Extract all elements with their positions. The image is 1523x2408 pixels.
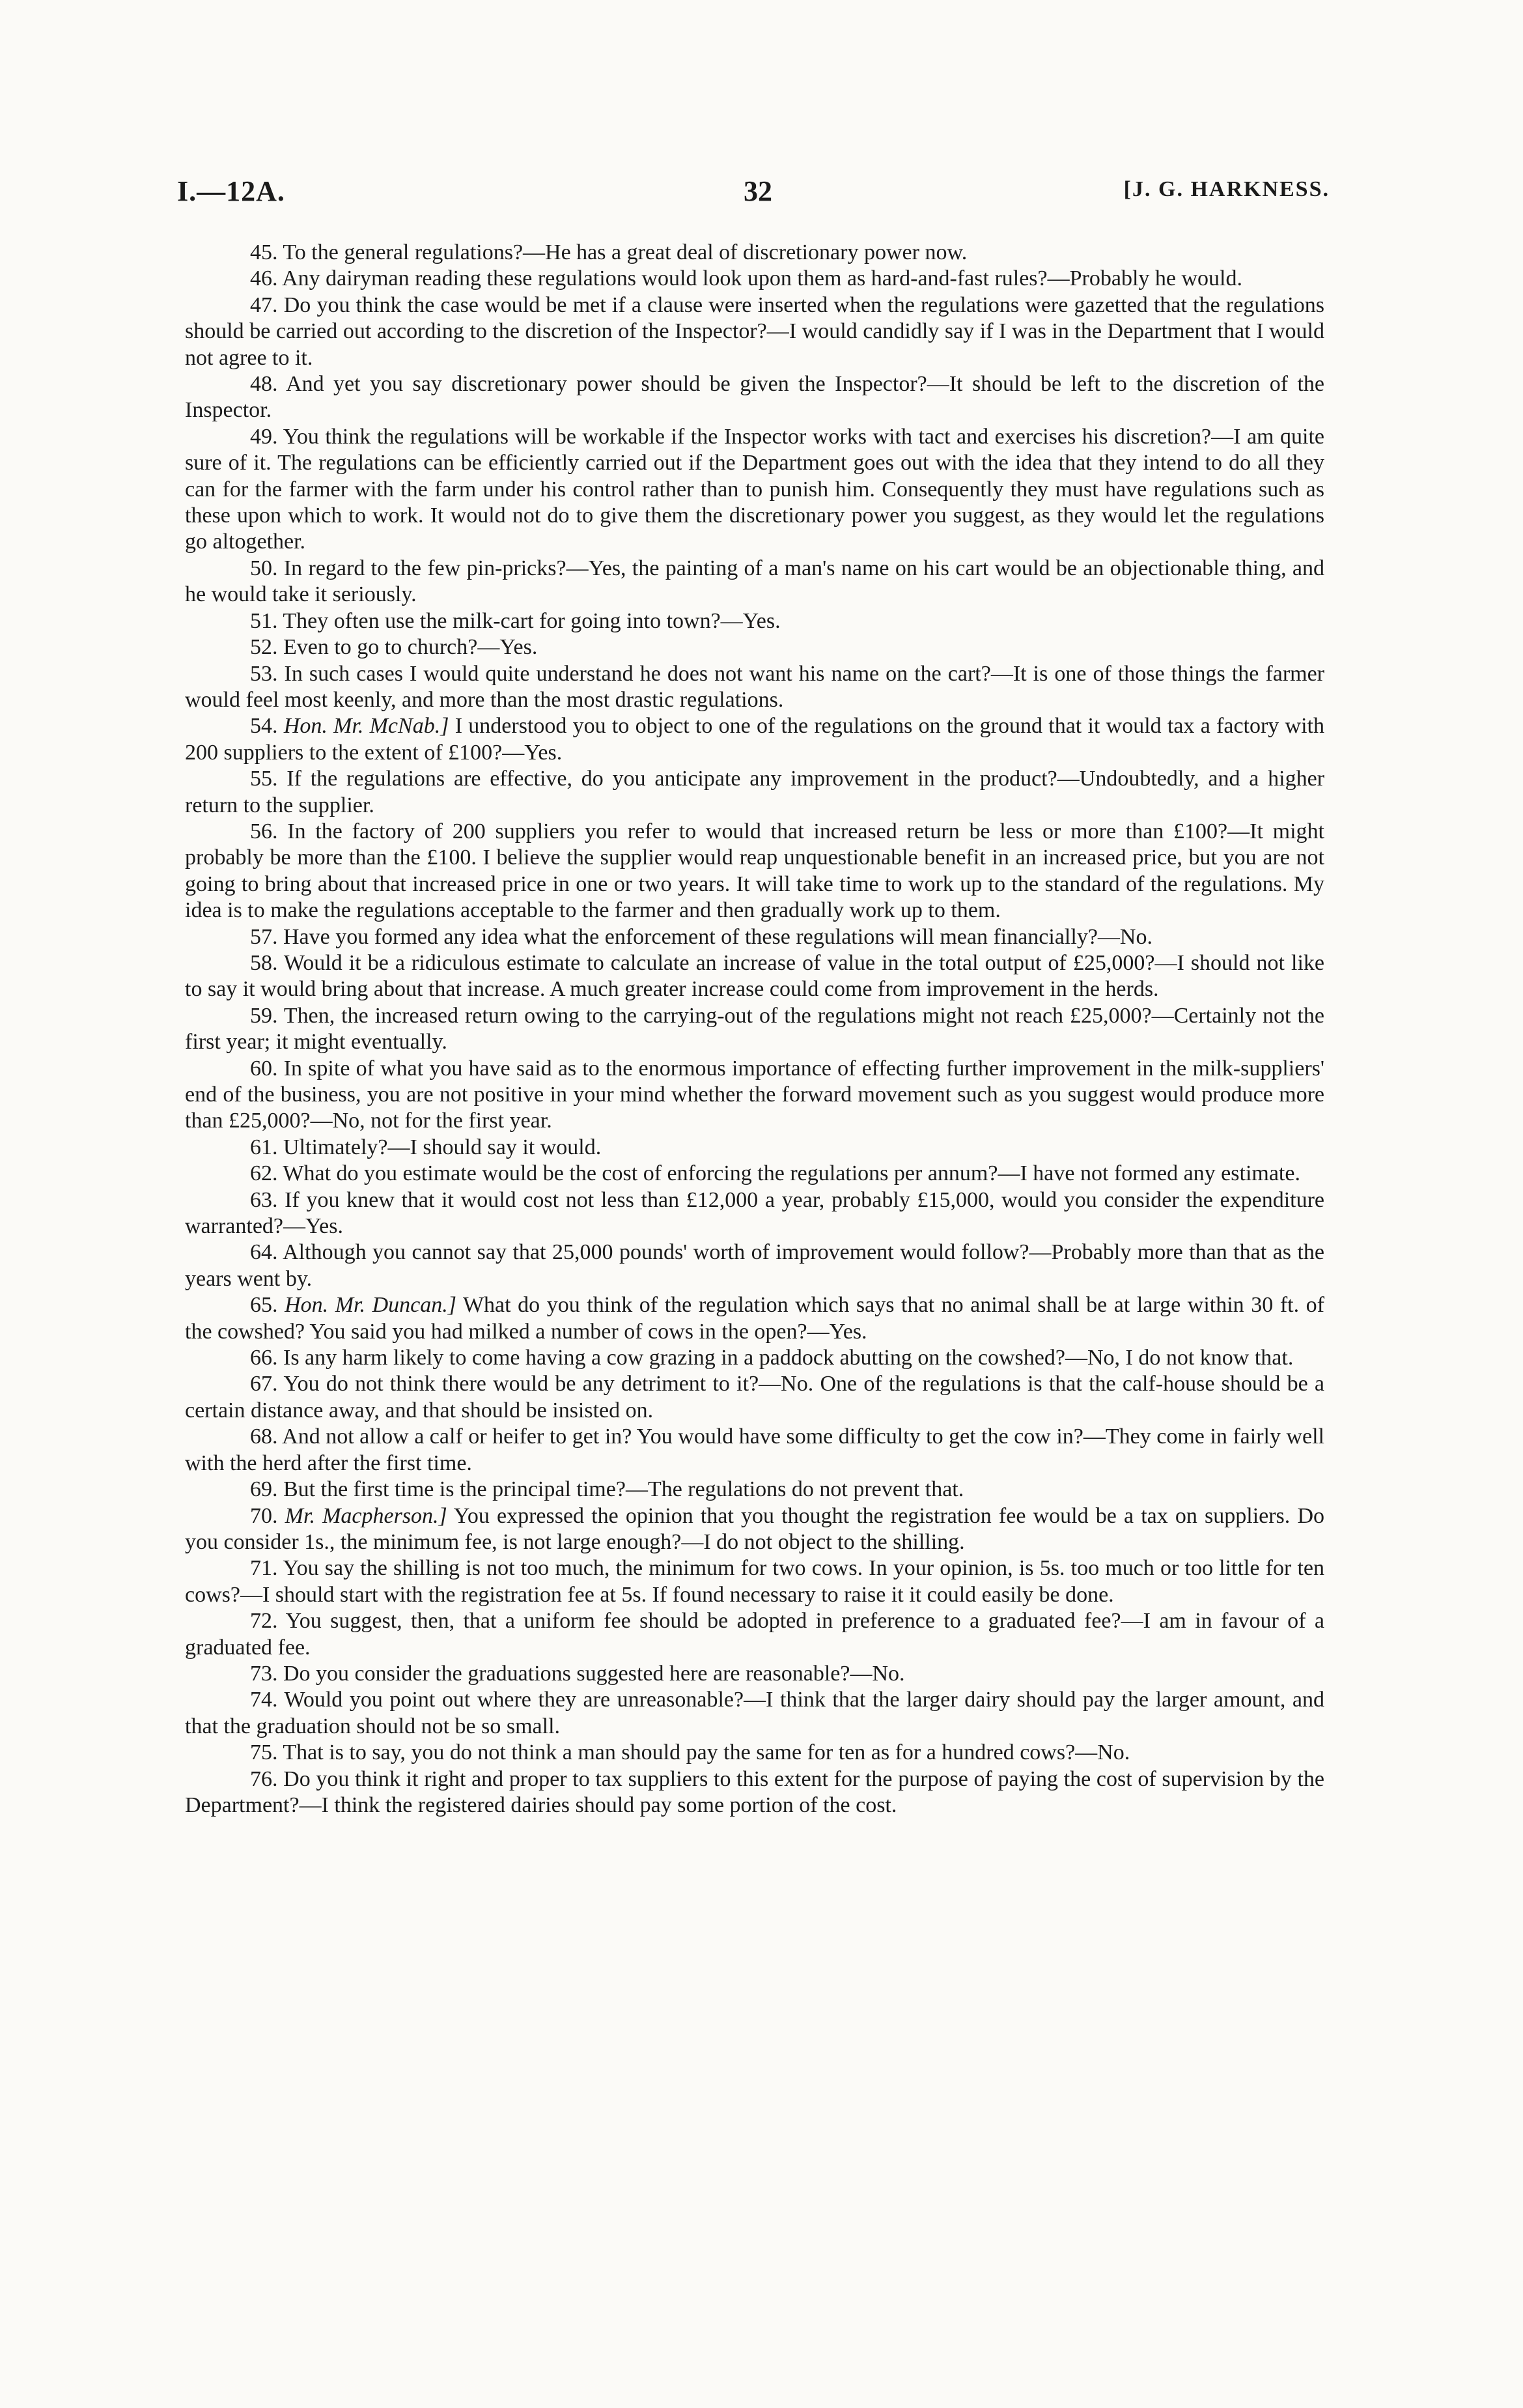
testimony-entry <box>185 266 1324 292</box>
testimony-entry <box>185 1687 1324 1740</box>
witness-name: [J. G. HARKNESS. <box>1123 177 1330 201</box>
entry-number: 48. <box>250 372 278 397</box>
testimony-entry <box>185 713 1324 766</box>
document-reference: I.—12A. <box>177 175 285 207</box>
entry-number: 72. <box>250 1609 278 1634</box>
entry-text: In the factory of 200 suppliers you refer to would that increased return be less or more than £100?—It might probably be more than the £100. I believe the supplier would reap unquestionable benefit in an increased price, but you are not going to bring about that increased price in one or two years. It will take time to work up to the standard of the regulations. My idea is to make the regulations acceptable to the farmer and then gradually work up to them. <box>185 819 1325 923</box>
testimony-entry <box>185 1003 1324 1056</box>
testimony-entry <box>185 661 1324 714</box>
entry-number: 60. <box>250 1056 278 1081</box>
testimony-entry <box>185 1345 1324 1371</box>
entry-number: 47. <box>250 292 278 317</box>
entry-text: Have you formed any idea what the enforcement of these regulations will mean financially?—No. <box>283 924 1153 949</box>
testimony-entry <box>185 1135 1324 1161</box>
entry-text: In such cases I would quite understand he does not want his name on the cart?—It is one of those things the farmer would feel most keenly, and more than the most drastic regulations. <box>185 661 1324 712</box>
entry-text: Is any harm likely to come having a cow grazing in a paddock abutting on the cowshed?—No, I do not know that. <box>283 1346 1294 1370</box>
testimony-entry <box>185 1239 1324 1292</box>
entry-text: But the first time is the principal time?—The regulations do not prevent that. <box>283 1477 964 1502</box>
entry-text: You think the regulations will be workable if the Inspector works with tact and exercises his discretion?—I am quite sure of it. The regulations can be efficiently carried out if the Department goes out with the idea that they intend to do all they can for the farmer with the farm under his control rather than to punish him. Consequently they must have regulations such as these upon which to work. It would not do to give them the discretionary power you suggest, as they would let the regulations go altogether. <box>185 424 1324 554</box>
entry-text: In spite of what you have said as to the enormous importance of effecting further improvement in the milk-suppliers' end of the business, you are not positive in your mind whether the forward movement such as you suggest would produce more than £25,000?—No, not for the first year. <box>185 1056 1324 1133</box>
entry-number: 70. <box>250 1503 278 1528</box>
entry-text: What do you think of the regulation which says that no animal shall be at large within 30 ft. of the cowshed? You said you had milked a number of cows in the open?—Yes. <box>185 1293 1325 1344</box>
testimony-entry <box>185 371 1324 424</box>
testimony-entry <box>185 766 1324 819</box>
entry-text: That is to say, you do not think a man should pay the same for ten as for a hundred cows?—No. <box>283 1740 1130 1765</box>
entry-number: 75. <box>250 1740 278 1765</box>
entry-number: 57. <box>250 924 278 949</box>
page-header <box>177 175 1330 214</box>
testimony-entry <box>185 1477 1324 1503</box>
entry-speaker: Hon. Mr. Duncan.] <box>285 1293 456 1318</box>
entry-number: 50. <box>250 556 278 580</box>
entry-number: 65. <box>250 1293 278 1318</box>
entry-number: 54. <box>250 714 278 739</box>
entry-number: 69. <box>250 1477 278 1502</box>
entry-number: 49. <box>250 424 278 449</box>
entry-text: You say the shilling is not too much, the minimum for two cows. In your opinion, is 5s. too much or too little for ten cows?—I should start with the registration fee at 5s. If found necessary to raise it it could easily be done. <box>185 1556 1325 1607</box>
testimony-entry <box>185 1766 1324 1819</box>
entry-number: 45. <box>250 240 278 264</box>
testimony-entry <box>185 1661 1324 1687</box>
entry-number: 56. <box>250 819 278 843</box>
testimony-entry <box>185 608 1324 634</box>
testimony-entry <box>185 1424 1324 1477</box>
entry-number: 46. <box>250 266 278 291</box>
testimony-entry <box>185 950 1324 1003</box>
entry-text: Would it be a ridiculous estimate to calculate an increase of value in the total output of £25,000?—I should not like to say it would bring about that increase. A much greater increase could come from improvement in the herds. <box>185 950 1324 1002</box>
testimony-entry <box>185 1187 1324 1240</box>
entry-number: 63. <box>250 1187 278 1212</box>
entry-text: Do you think the case would be met if a clause were inserted when the regulations were gazetted that the regulations should be carried out according to the discretion of the Inspector?—I would candidly say if I was in the Department that I would not agree to it. <box>185 292 1324 370</box>
testimony-entry <box>185 240 1324 266</box>
entry-number: 55. <box>250 767 278 791</box>
testimony-entry <box>185 292 1324 371</box>
entry-number: 52. <box>250 635 278 660</box>
entry-number: 61. <box>250 1135 278 1159</box>
testimony-entry <box>185 1740 1324 1766</box>
testimony-entry <box>185 1161 1324 1187</box>
entry-text: If the regulations are effective, do you anticipate any improvement in the product?—Undoubtedly, and a higher return to the supplier. <box>185 767 1324 817</box>
entry-number: 73. <box>250 1661 278 1686</box>
entry-speaker: Mr. Macpherson.] <box>285 1503 447 1528</box>
entry-number: 59. <box>250 1003 278 1028</box>
entry-number: 64. <box>250 1240 278 1265</box>
testimony-entry <box>185 924 1324 950</box>
testimony-entry <box>185 1608 1324 1661</box>
entry-speaker: Hon. Mr. McNab.] <box>283 714 449 739</box>
entry-text: To the general regulations?—He has a great deal of discretionary power now. <box>283 240 968 264</box>
entry-text: And not allow a calf or heifer to get in? You would have some difficulty to get the cow in?—They come in fairly well with the herd after the first time. <box>185 1424 1324 1475</box>
entry-text: You do not think there would be any detriment to it?—No. One of the regulations is that the calf-house should be a certain distance away, and that should be insisted on. <box>185 1372 1325 1423</box>
testimony-entry <box>185 819 1324 924</box>
testimony-entry <box>185 1292 1324 1345</box>
entry-number: 58. <box>250 950 278 975</box>
entry-text: Then, the increased return owing to the carrying-out of the regulations might not reach £25,000?—Certainly not the first year; it might eventually. <box>185 1003 1324 1055</box>
entry-text: In regard to the few pin-pricks?—Yes, the painting of a man's name on his cart would be an objectionable thing, and he would take it seriously. <box>185 556 1324 607</box>
testimony-entry <box>185 1371 1324 1424</box>
entry-text: Although you cannot say that 25,000 pounds' worth of improvement would follow?—Probably more than that as the years went by. <box>185 1240 1325 1291</box>
entry-number: 71. <box>250 1556 278 1581</box>
entry-text: Do you consider the graduations suggested here are reasonable?—No. <box>283 1661 905 1686</box>
testimony-entry <box>185 634 1324 660</box>
entry-text: What do you estimate would be the cost of enforcing the regulations per annum?—I have not formed any estimate. <box>283 1161 1300 1186</box>
entry-number: 53. <box>250 661 278 686</box>
entry-number: 67. <box>250 1372 278 1396</box>
entry-text: And yet you say discretionary power should be given the Inspector?—It should be left to the discretion of the Inspector. <box>185 372 1324 423</box>
entry-number: 76. <box>250 1766 278 1791</box>
entry-text: They often use the milk-cart for going into town?—Yes. <box>283 608 781 633</box>
entry-text: Even to go to church?—Yes. <box>283 635 538 660</box>
entry-text: Would you point out where they are unreasonable?—I think that the larger dairy should pay the larger amount, and that the graduation should not be so small. <box>185 1688 1325 1738</box>
testimony-entry <box>185 424 1324 556</box>
testimony-entry <box>185 1056 1324 1135</box>
entry-text: I understood you to object to one of the regulations on the ground that it would tax a factory with 200 suppliers to the extent of £100?—Yes. <box>185 714 1325 765</box>
testimony-body <box>185 240 1324 1819</box>
entry-text: You expressed the opinion that you thought the registration fee would be a tax on suppliers. Do you consider 1s., the minimum fee, is not large enough?—I do not object to the shilling. <box>185 1503 1324 1554</box>
entry-text: Any dairyman reading these regulations would look upon them as hard-and-fast rules?—Probably he would. <box>282 266 1242 291</box>
entry-number: 74. <box>250 1688 278 1712</box>
entry-text: Ultimately?—I should say it would. <box>283 1135 602 1159</box>
entry-text: If you knew that it would cost not less than £12,000 a year, probably £15,000, would you consider the expenditure warranted?—Yes. <box>185 1187 1325 1239</box>
entry-text: You suggest, then, that a uniform fee should be adopted in preference to a graduated fee?—I am in favour of a graduated fee. <box>185 1609 1324 1660</box>
testimony-entry <box>185 1555 1324 1608</box>
entry-number: 62. <box>250 1161 278 1186</box>
testimony-entry <box>185 556 1324 608</box>
entry-text: Do you think it right and proper to tax suppliers to this extent for the purpose of paying the cost of supervision by the Department?—I think the registered dairies should pay some portion of the cost. <box>185 1766 1324 1817</box>
entry-number: 66. <box>250 1346 278 1370</box>
testimony-entry <box>185 1503 1324 1556</box>
entry-number: 51. <box>250 608 278 633</box>
entry-number: 68. <box>250 1424 278 1449</box>
page-number: 32 <box>744 175 772 207</box>
